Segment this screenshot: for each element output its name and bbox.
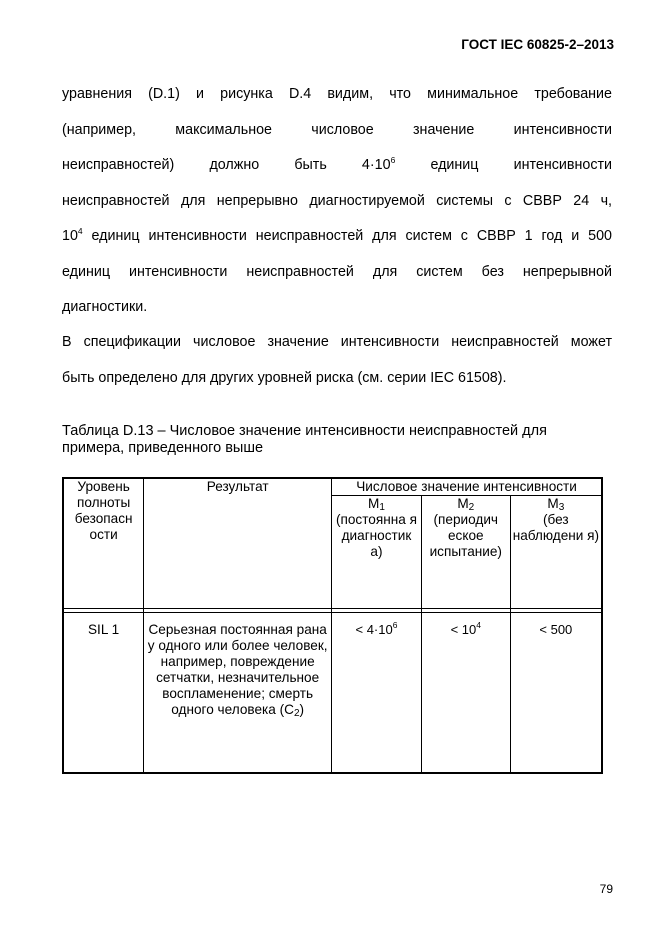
header-level: Уровень полноты безопасн ости	[63, 478, 144, 609]
paragraph-1	[62, 77, 612, 290]
cell-m2	[421, 613, 510, 774]
header-m1	[332, 496, 422, 609]
m2-exponent: 4	[476, 620, 481, 630]
paragraph-1-line-4: неисправностей для непрерывно диагностируемой системы с СВВР 24 ч,	[62, 192, 612, 209]
line-5-post: единиц интенсивности неисправностей для систем с СВВР 1 год и 500	[82, 228, 612, 244]
paragraph-1-line-5	[62, 219, 612, 255]
m2-description: (периодич еское испытание)	[429, 512, 502, 559]
result-subscript: 2	[293, 708, 300, 719]
m1-description: (постоянна я диагностик а)	[335, 512, 417, 559]
paragraph-1-line-2: (например, максимальное числовое значение интенсивности	[62, 121, 612, 138]
result-close: )	[299, 702, 305, 717]
paragraph-2-last-line: быть определено для других уровней риска (см. серии IEC 61508).	[62, 370, 507, 386]
line-5-pre: 10	[62, 228, 78, 244]
table-row	[63, 613, 602, 774]
result-text: Серьезная постоянная рана у одного или более человек, например, повреждение сетчатки, незначительное воспламенение; смерть одного человека (C	[147, 622, 328, 717]
paragraph-1-line-3	[62, 148, 612, 184]
failure-rate-table	[62, 477, 603, 774]
m3-label: M	[547, 496, 559, 511]
m2-value: < 10	[450, 622, 477, 637]
header-m3	[510, 496, 602, 609]
m2-subscript: 2	[468, 502, 475, 513]
m1-exponent: 6	[392, 620, 398, 630]
paragraph-2	[62, 325, 612, 361]
paragraph-1-line-1: уравнения (D.1) и рисунка D.4 видим, что минимальное требование	[62, 86, 612, 102]
table-caption: Таблица D.13 – Числовое значение интенсивности неисправностей для примера, приведенного выше	[62, 423, 547, 456]
header-result: Результат	[144, 478, 332, 609]
cell-result	[144, 613, 332, 774]
m3-description: (без наблюдени я)	[512, 512, 600, 543]
cell-m3: < 500	[510, 613, 602, 774]
document-code: ГОСТ IEC 60825-2–2013	[461, 37, 614, 52]
m2-label: M	[457, 496, 469, 511]
cell-m1	[332, 613, 422, 774]
paragraph-1-last-line: диагностики.	[62, 299, 148, 315]
m3-subscript: 3	[558, 502, 565, 513]
line-3-pre: неисправностей) должно быть 4·10	[62, 157, 391, 173]
header-values: Числовое значение интенсивности	[332, 478, 602, 496]
m1-label: M	[368, 496, 380, 511]
header-m2	[421, 496, 510, 609]
page-number: 79	[599, 882, 613, 896]
line-3-post: единиц интенсивности	[395, 157, 613, 173]
m1-value: < 4·10	[355, 622, 393, 637]
exponent: 4	[77, 226, 83, 236]
paragraph-2-line-1: В спецификации числовое значение интенсивности неисправностей может	[62, 334, 612, 350]
paragraph-1-line-6: единиц интенсивности неисправностей для систем без непрерывной	[62, 263, 612, 280]
m1-subscript: 1	[379, 502, 385, 513]
cell-level: SIL 1	[63, 613, 144, 774]
exponent: 6	[390, 155, 396, 165]
